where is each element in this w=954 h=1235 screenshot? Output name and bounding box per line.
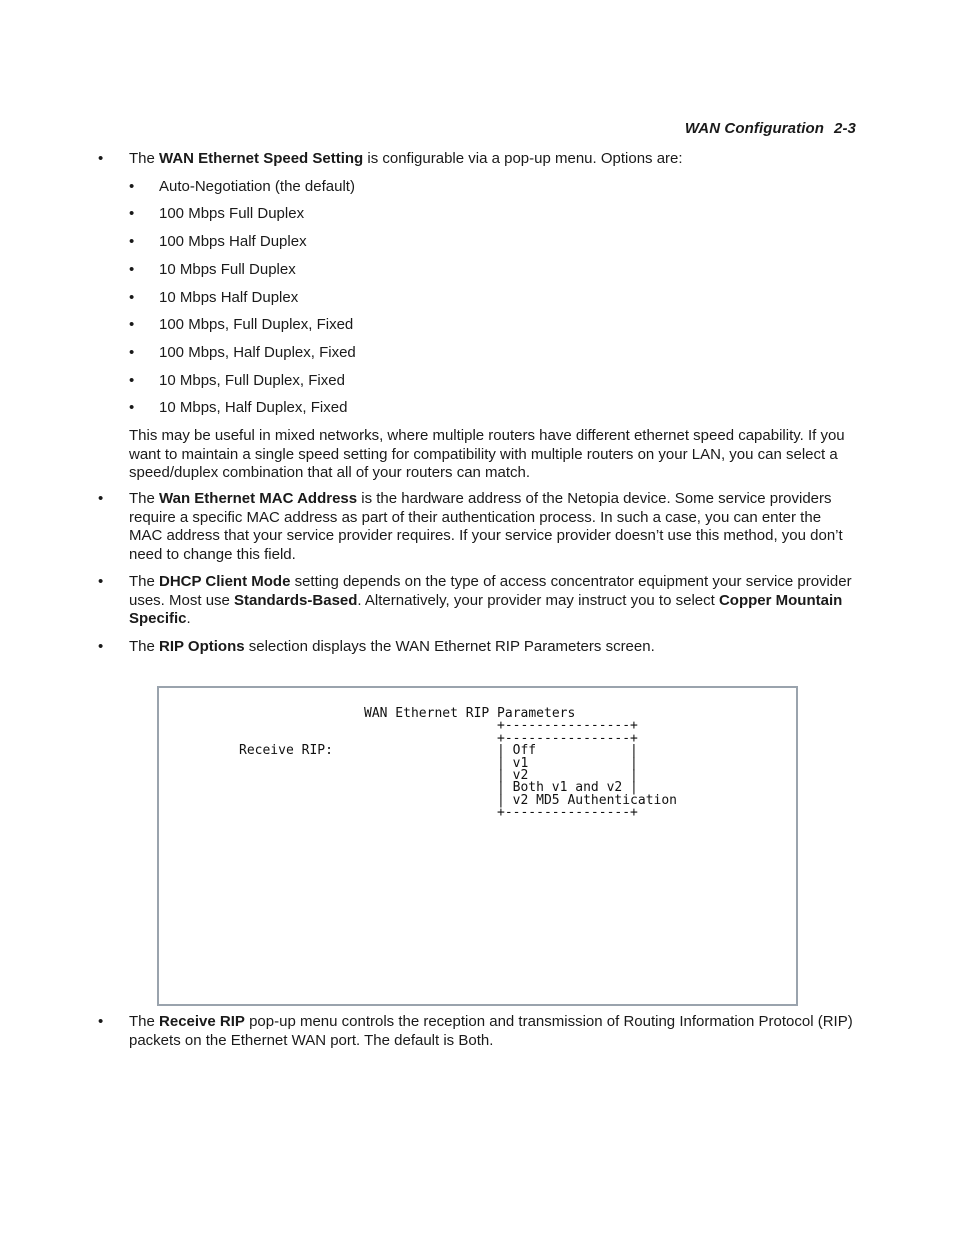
dhcp-mode-term: DHCP Client Mode: [159, 573, 291, 590]
section-title: WAN Configuration: [684, 120, 825, 137]
dhcp-mode-paragraph: The DHCP Client Mode setting depends on the type of access concentrator equipment your service provider uses. Most use Standards-Based. Alternatively, your provider may instruct you to select Copper Mountain Specific.: [129, 573, 852, 628]
running-head: [685, 120, 856, 137]
menu-bottom-border: +----------------+: [497, 805, 638, 820]
sub-bullet: •: [129, 205, 135, 222]
sub-bullet: •: [129, 399, 135, 416]
speed-note-paragraph: This may be useful in mixed networks, where multiple routers have different ethernet speed capability. If you want to maintain a single speed setting for compatibility with multiple routers on your LAN, you can select a speed/duplex combination that all of your routers can match.: [129, 427, 845, 482]
speed-option: 100 Mbps, Full Duplex, Fixed: [159, 316, 354, 333]
speed-option: 10 Mbps Half Duplex: [159, 289, 299, 306]
receive-rip-option-v2[interactable]: | v2 |: [497, 768, 638, 783]
speed-option: 10 Mbps, Half Duplex, Fixed: [159, 399, 348, 416]
speed-option: 100 Mbps, Half Duplex, Fixed: [159, 344, 356, 361]
menu-inner-border: +----------------+: [497, 731, 638, 746]
receive-rip-option-both[interactable]: | Both v1 and v2 |: [497, 780, 638, 795]
bullet: •: [98, 490, 104, 507]
receive-rip-label: Receive RIP:: [239, 743, 333, 758]
receive-rip-term: Receive RIP: [159, 1013, 245, 1030]
receive-rip-paragraph: The Receive RIP pop-up menu controls the reception and transmission of Routing Information Protocol (RIP) packets on the Ethernet WAN port. The default is Both.: [129, 1013, 853, 1049]
mac-address-paragraph: The Wan Ethernet MAC Address is the hardware address of the Netopia device. Some service providers require a specific MAC address as part of their authentication process. In such a case, you can enter the MAC address that your service provider requires. If your service provider doesn’t use this method, you don’t need to change this field.: [129, 490, 843, 564]
standards-based-term: Standards-Based: [234, 591, 358, 609]
receive-rip-option-off[interactable]: | Off |: [497, 743, 638, 758]
speed-option: 100 Mbps Half Duplex: [159, 233, 307, 250]
receive-rip-option-v1[interactable]: | v1 |: [497, 756, 638, 771]
speed-option: 10 Mbps, Full Duplex, Fixed: [159, 372, 345, 389]
speed-option: Auto-Negotiation (the default): [159, 178, 355, 195]
screen-title: WAN Ethernet RIP Parameters: [364, 706, 576, 721]
menu-top-border: +----------------+: [497, 718, 638, 733]
sub-bullet: •: [129, 316, 135, 333]
sub-bullet: •: [129, 344, 135, 361]
bullet: •: [98, 150, 104, 167]
page-number: 2-3: [834, 120, 856, 137]
speed-setting-paragraph: The WAN Ethernet Speed Setting is configurable via a pop-up menu. Options are:: [129, 150, 683, 167]
bullet: •: [98, 638, 104, 655]
rip-options-term: RIP Options: [159, 638, 245, 655]
speed-setting-term: WAN Ethernet Speed Setting: [159, 150, 364, 167]
receive-rip-option-md5[interactable]: | v2 MD5 Authentication: [497, 793, 678, 808]
speed-option: 10 Mbps Full Duplex: [159, 261, 296, 278]
sub-bullet: •: [129, 233, 135, 250]
rip-options-paragraph: The RIP Options selection displays the WAN Ethernet RIP Parameters screen.: [129, 638, 655, 655]
copper-mountain-term: Copper Mountain Specific: [129, 591, 843, 628]
sub-bullet: •: [129, 289, 135, 306]
sub-bullet: •: [129, 261, 135, 278]
mac-address-term: Wan Ethernet MAC Address: [159, 490, 358, 507]
speed-option: 100 Mbps Full Duplex: [159, 205, 305, 222]
sub-bullet: •: [129, 372, 135, 389]
wan-ethernet-rip-screen: [157, 686, 798, 1006]
sub-bullet: •: [129, 178, 135, 195]
bullet: •: [98, 1013, 104, 1030]
bullet: •: [98, 573, 104, 590]
